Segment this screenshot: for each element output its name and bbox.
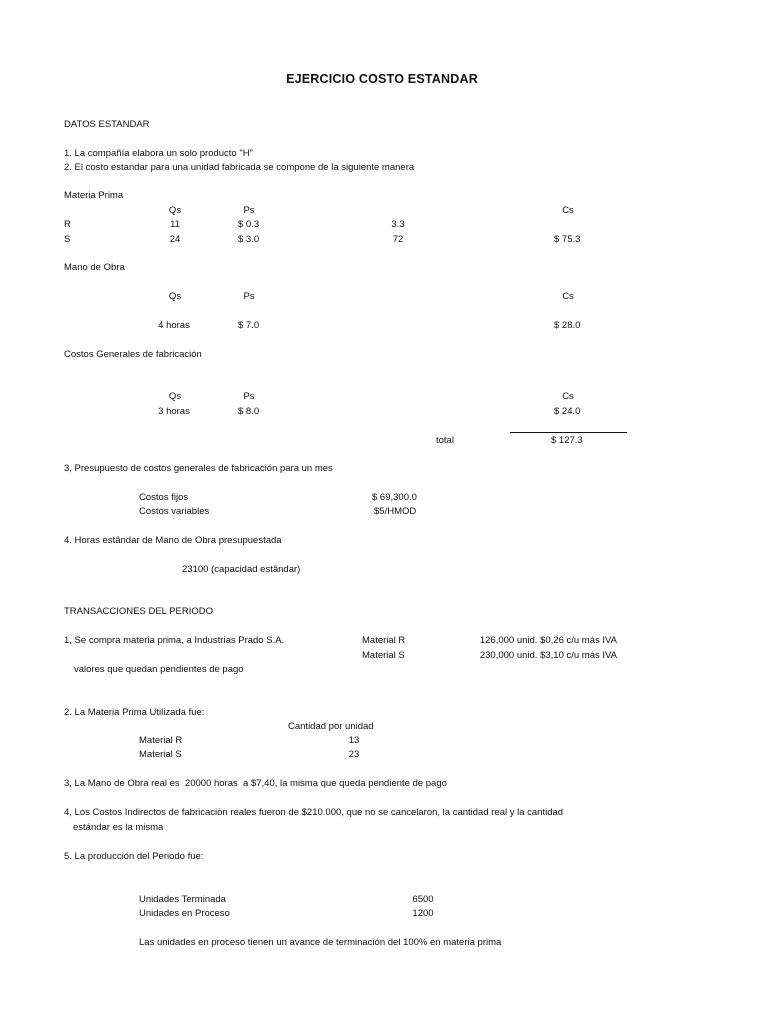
cgf-heading: Costos Generales de fabricación — [64, 349, 202, 360]
mp-row-r-qs: 11 — [170, 219, 180, 230]
mo-col-ps: Ps — [243, 291, 255, 302]
produccion-note: Las unidades en proceso tienen un avance de terminación del 100% en materia prima — [139, 937, 502, 948]
costos-variables-value: $5/HMOD — [374, 506, 417, 517]
total-rule — [510, 432, 627, 433]
cgf-col-qs: Qs — [168, 391, 182, 402]
mp-col-ps: Ps — [243, 205, 255, 216]
mo-col-cs: Cs — [562, 291, 574, 302]
compra-material-s: Material S — [362, 650, 405, 661]
horas-value: 23100 (capacidad estândar) — [182, 564, 301, 575]
costos-variables-label: Costos variables — [139, 506, 210, 517]
intro-line-2: 2. El costo estandar para una unidad fabricada se compone de la siguiente manera — [64, 162, 415, 173]
utilizada-s-value: 23 — [348, 749, 360, 760]
costos-fijos-value: $ 69,300.0 — [372, 492, 417, 503]
utilizada-r-value: 13 — [348, 735, 360, 746]
transacciones-heading: TRANSACCIONES DEL PERIODO — [64, 606, 214, 617]
mo-col-qs: Qs — [168, 291, 182, 302]
utilizada-col: Cantidad por unidad — [288, 721, 374, 732]
mp-col-qs: Qs — [168, 205, 182, 216]
compra-material-s-detail: 230,000 unid. $3,10 c/u más IVA — [479, 650, 617, 661]
mp-col-cs: Cs — [562, 205, 574, 216]
compra-material-r: Material R — [362, 635, 406, 646]
datos-heading: DATOS ESTANDAR — [64, 119, 150, 130]
mo-ps-value: $ 7.0 — [238, 320, 260, 331]
mp-row-r-sub: 3.3 — [391, 219, 405, 230]
mano-obra-heading: Mano de Obra — [64, 262, 125, 273]
compra-material-r-detail: 126,000 unid. $0,26 c/u más IVA — [479, 635, 617, 646]
costos-fijos-label: Costos fijos — [139, 492, 189, 503]
cgf-cs-value: $ 24.0 — [554, 406, 581, 417]
mp-row-s-ps: $ 3.0 — [238, 234, 260, 245]
proceso-label: Unidades en Proceso — [139, 908, 230, 919]
mp-row-s-label: S — [64, 234, 71, 245]
presupuesto-heading: 3, Presupuesto de costos generales de fabricación para un mes — [64, 463, 333, 474]
mo-qs-value: 4 horas — [158, 320, 190, 331]
mp-row-s-qs: 24 — [169, 234, 181, 245]
utilizada-heading: 2. La Materia Prima Utilizada fue: — [64, 707, 205, 718]
mp-row-s-sub: 72 — [392, 234, 404, 245]
intro-line-1: 1. La compañía elabora un solo producto "H" — [64, 148, 253, 159]
indirectos-line-1: 4, Los Costos Indirectos de fabricaciòn reales fueron de $210.000, que no se cancelaron, la cantidad real y la cantidad — [64, 807, 564, 818]
cgf-qs-value: 3 horas — [158, 406, 190, 417]
terminada-value: 6500 — [412, 894, 434, 905]
cgf-ps-value: $ 8.0 — [238, 406, 260, 417]
cgf-col-ps: Ps — [243, 391, 255, 402]
mp-row-r-label: R — [64, 219, 71, 230]
horas-heading: 4. Horas estândar de Mano de Obra presupuestada — [64, 535, 282, 546]
compra-text: 1, Se compra materia prima, a Industrias Prado S.A. — [64, 635, 285, 646]
indirectos-line-2: estándar es la misma — [73, 822, 164, 833]
total-value: $ 127.3 — [551, 435, 583, 446]
compra-note: valores que quedan pendientes de pago — [74, 664, 244, 675]
materia-prima-heading: Materia Prima — [64, 190, 124, 201]
utilizada-r-label: Material R — [139, 735, 183, 746]
total-label: total — [436, 435, 454, 446]
mp-row-s-cs: $ 75.3 — [554, 234, 581, 245]
cgf-col-cs: Cs — [562, 391, 574, 402]
produccion-heading: 5. La producción del Periodo fue: — [64, 851, 204, 862]
mano-obra-real-text: 3, La Mano de Obra real es 20000 horas a $7,40, la misma que queda pendiente de pago — [64, 778, 447, 789]
mp-row-r-ps: $ 0.3 — [238, 219, 260, 230]
terminada-label: Unidades Terminada — [139, 894, 226, 905]
page-title: EJERCICIO COSTO ESTANDAR — [286, 72, 478, 86]
mo-cs-value: $ 28.0 — [554, 320, 581, 331]
utilizada-s-label: Material S — [139, 749, 182, 760]
proceso-value: 1200 — [412, 908, 434, 919]
